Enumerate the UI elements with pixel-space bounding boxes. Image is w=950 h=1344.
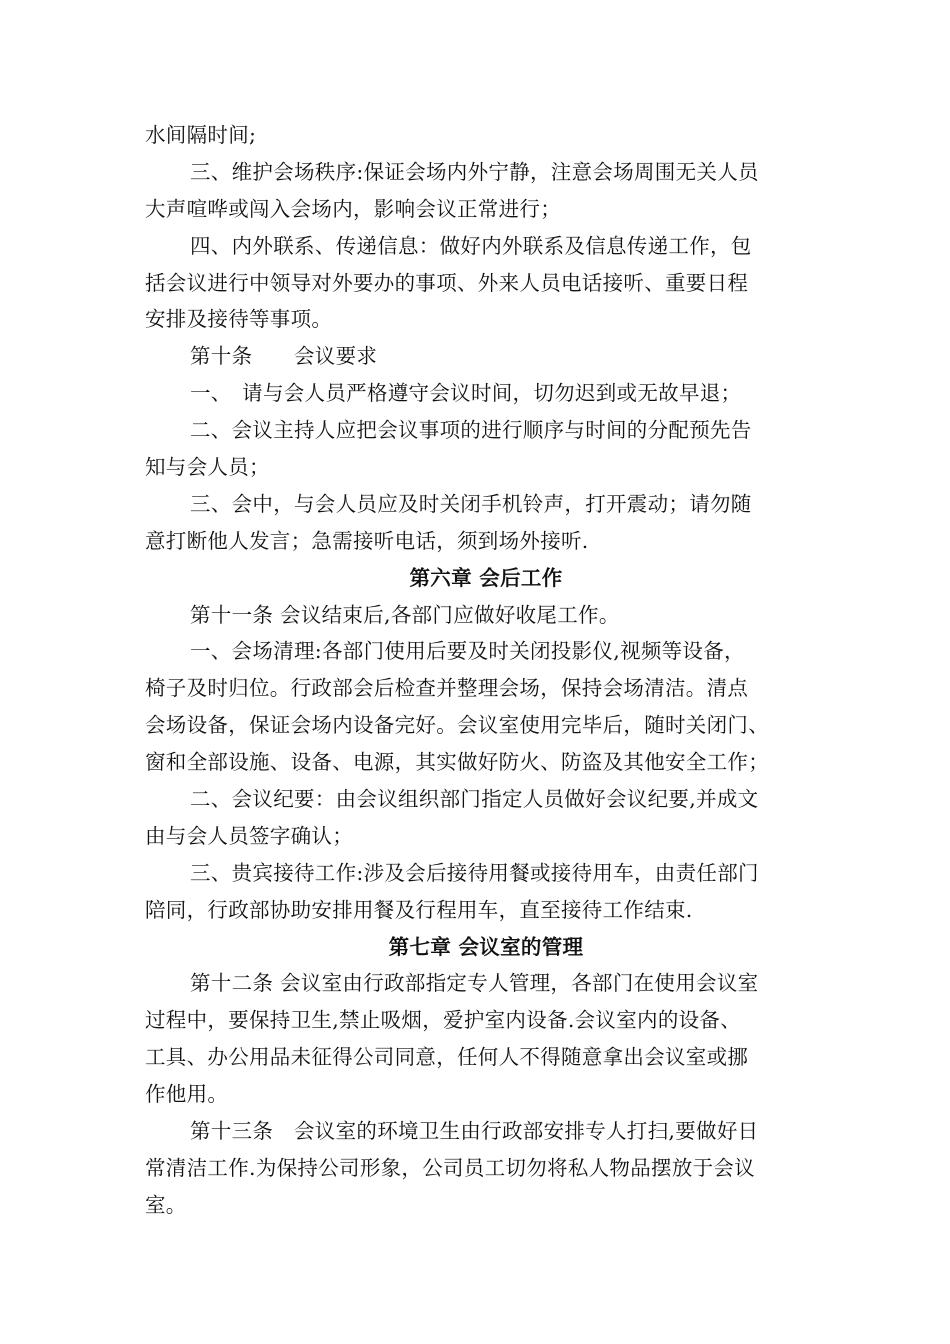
paragraph-line: 一、 请与会人员严格遵守会议时间，切勿迟到或无故早退；	[190, 381, 742, 406]
paragraph-line: 工具、办公用品未征得公司同意，任何人不得随意拿出会议室或挪	[145, 1045, 749, 1070]
paragraph-line: 安排及接待等事项。	[145, 307, 333, 332]
chapter-heading: 第六章 会后工作	[409, 565, 563, 590]
paragraph-line: 窗和全部设施、设备、电源，其实做好防火、防盗及其他安全工作；	[145, 750, 769, 775]
paragraph-line: 一、会场清理:各部门使用后要及时关闭投影仪,视频等设备，	[190, 639, 745, 664]
paragraph-line: 三、维护会场秩序:保证会场内外宁静，注意会场周围无关人员	[190, 159, 759, 184]
article-heading: 第十二条 会议室由行政部指定专人管理，各部门在使用会议室	[190, 971, 759, 996]
paragraph-line: 二、会议纪要：由会议组织部门指定人员做好会议纪要,并成文	[190, 787, 759, 812]
paragraph-line: 过程中，要保持卫生,禁止吸烟，爱护室内设备.会议室内的设备、	[145, 1008, 742, 1033]
paragraph-line: 会场设备，保证会场内设备完好。会议室使用完毕后，随时关闭门、	[145, 713, 769, 738]
paragraph-line: 常清洁工作.为保持公司形象，公司员工切勿将私人物品摆放于会议	[145, 1155, 756, 1180]
paragraph-line: 意打断他人发言；急需接听电话，须到场外接听.	[145, 528, 589, 553]
paragraph-line: 三、会中，与会人员应及时关闭手机铃声，打开震动；请勿随	[190, 491, 752, 516]
paragraph-line: 知与会人员；	[145, 455, 270, 480]
paragraph-line: 二、会议主持人应把会议事项的进行顺序与时间的分配预先告	[190, 418, 752, 443]
article-heading: 第十条 会议要求	[190, 344, 378, 369]
chapter-heading: 第七章 会议室的管理	[388, 934, 584, 959]
paragraph-line: 陪同，行政部协助安排用餐及行程用车，直至接待工作结束.	[145, 897, 693, 922]
paragraph-line: 椅子及时归位。行政部会后检查并整理会场，保持会场清洁。清点	[145, 676, 749, 701]
article-heading: 第十三条 会议室的环境卫生由行政部安排专人打扫,要做好日	[190, 1119, 759, 1144]
paragraph-line: 由与会人员签字确认；	[145, 823, 353, 848]
paragraph-line: 括会议进行中领导对外要办的事项、外来人员电话接听、重要日程	[145, 270, 749, 295]
paragraph-line: 三、贵宾接待工作:涉及会后接待用餐或接待用车，由责任部门	[190, 860, 759, 885]
paragraph-line: 作他用。	[145, 1082, 229, 1107]
paragraph-line: 室。	[145, 1192, 187, 1217]
document-body	[145, 117, 813, 1224]
paragraph-line: 水间隔时间;	[145, 123, 257, 147]
paragraph-line: 大声喧哗或闯入会场内，影响会议正常进行；	[145, 196, 561, 221]
article-heading: 第十一条 会议结束后,各部门应做好收尾工作。	[190, 602, 620, 627]
paragraph-line: 四、内外联系、传递信息：做好内外联系及信息传递工作，包	[190, 233, 752, 258]
